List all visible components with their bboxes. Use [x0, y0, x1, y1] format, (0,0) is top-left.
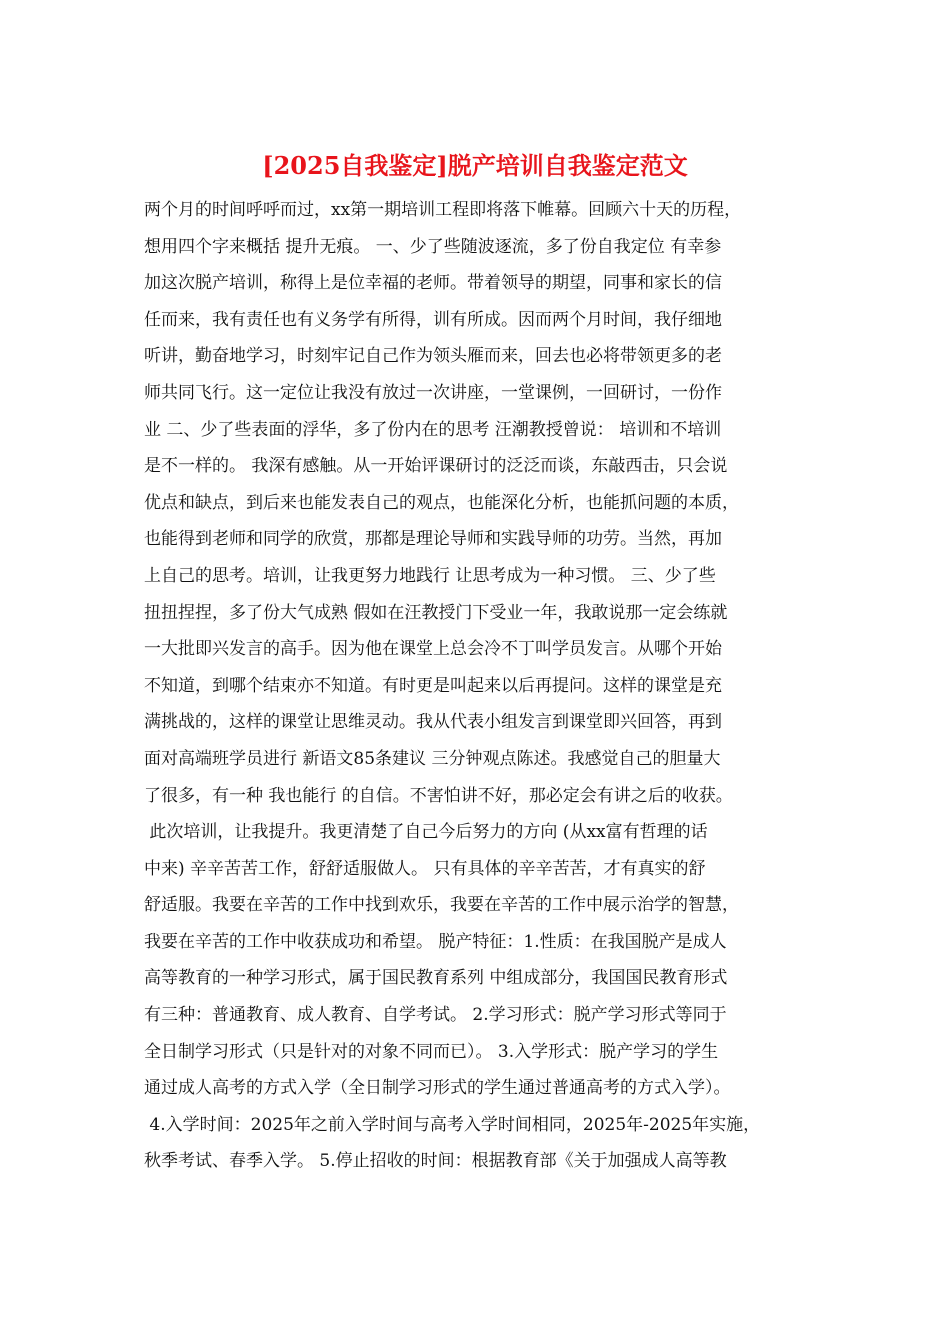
body-line: 业 二、少了些表面的浮华，多了份内在的思考 汪潮教授曾说： 培训和不培训: [144, 419, 722, 440]
body-line: 秋季考试、春季入学。 5.停止招收的时间：根据教育部《关于加强成人高等教: [144, 1151, 727, 1172]
body-line: 高等教育的一种学习形式，属于国民教育系列 中组成部分，我国国民教育形式: [144, 968, 728, 989]
body-line: 也能得到老师和同学的欣赏，那都是理论导师和实践导师的功劳。当然，再加: [144, 529, 722, 550]
body-line: 通过成人高考的方式入学（全日制学习形式的学生通过普通高考的方式入学）。: [144, 1078, 731, 1099]
body-line: 我要在辛苦的工作中收获成功和希望。 脱产特征：1.性质：在我国脱产是成人: [144, 931, 727, 952]
body-line: 面对高端班学员进行 新语文85条建议 三分钟观点陈述。我感觉自己的胆量大: [144, 748, 721, 769]
body-line: 满挑战的，这样的课堂让思维灵动。我从代表小组发言到课堂即兴回答，再到: [144, 712, 722, 733]
body-line: 4.入学时间：2025年之前入学时间与高考入学时间相同，2025年-2025年实施，: [144, 1114, 761, 1135]
body-line: 全日制学习形式（只是针对的对象不同而已）。 3.入学形式：脱产学习的学生: [144, 1041, 719, 1062]
body-line: 任而来，我有责任也有义务学有所得，训有所成。因而两个月时间，我仔细地: [144, 309, 722, 330]
body-line: 上自己的思考。培训，让我更努力地践行 让思考成为一种习惯。 三、少了些: [144, 565, 716, 586]
body-line: 两个月的时间呼呼而过，xx第一期培训工程即将落下帷幕。回顾六十天的历程，: [144, 200, 742, 220]
document-body: [144, 192, 808, 1180]
body-line: 舒适服。我要在辛苦的工作中找到欢乐，我要在辛苦的工作中展示治学的智慧，: [144, 895, 739, 916]
body-line: 想用四个字来概括 提升无痕。 一、少了些随波逐流，多了份自我定位 有幸参: [144, 236, 722, 257]
body-line: 优点和缺点，到后来也能发表自己的观点，也能深化分析，也能抓问题的本质，: [144, 492, 739, 513]
body-line: 一大批即兴发言的高手。因为他在课堂上总会冷不丁叫学员发言。从哪个开始: [144, 639, 722, 660]
body-line: 不知道，到哪个结束亦不知道。有时更是叫起来以后再提问。这样的课堂是充: [144, 675, 722, 696]
document-title: [2025自我鉴定]脱产培训自我鉴定范文: [262, 151, 688, 180]
body-line: 师共同飞行。这一定位让我没有放过一次讲座，一堂课例，一回研讨，一份作: [144, 382, 722, 403]
body-line: 加这次脱产培训，称得上是位幸福的老师。带着领导的期望，同事和家长的信: [144, 273, 722, 294]
body-line: 扭扭捏捏，多了份大气成熟 假如在汪教授门下受业一年，我敢说那一定会练就: [144, 602, 728, 623]
body-line: 中来) 辛辛苦苦工作，舒舒适服做人。 只有具体的辛辛苦苦，才有真实的舒: [144, 858, 706, 879]
body-line: 此次培训，让我提升。我更清楚了自己今后努力的方向 (从xx富有哲理的话: [144, 822, 708, 843]
body-line: 了很多，有一种 我也能行 的自信。不害怕讲不好，那必定会有讲之后的收获。: [144, 785, 733, 806]
body-line: 听讲，勤奋地学习，时刻牢记自己作为领头雁而来，回去也必将带领更多的老: [144, 346, 722, 367]
body-line: 有三种：普通教育、成人教育、自学考试。 2.学习形式：脱产学习形式等同于: [144, 1005, 727, 1026]
body-line: 是不一样的。 我深有感触。从一开始评课研讨的泛泛而谈，东敲西击，只会说: [144, 456, 728, 477]
